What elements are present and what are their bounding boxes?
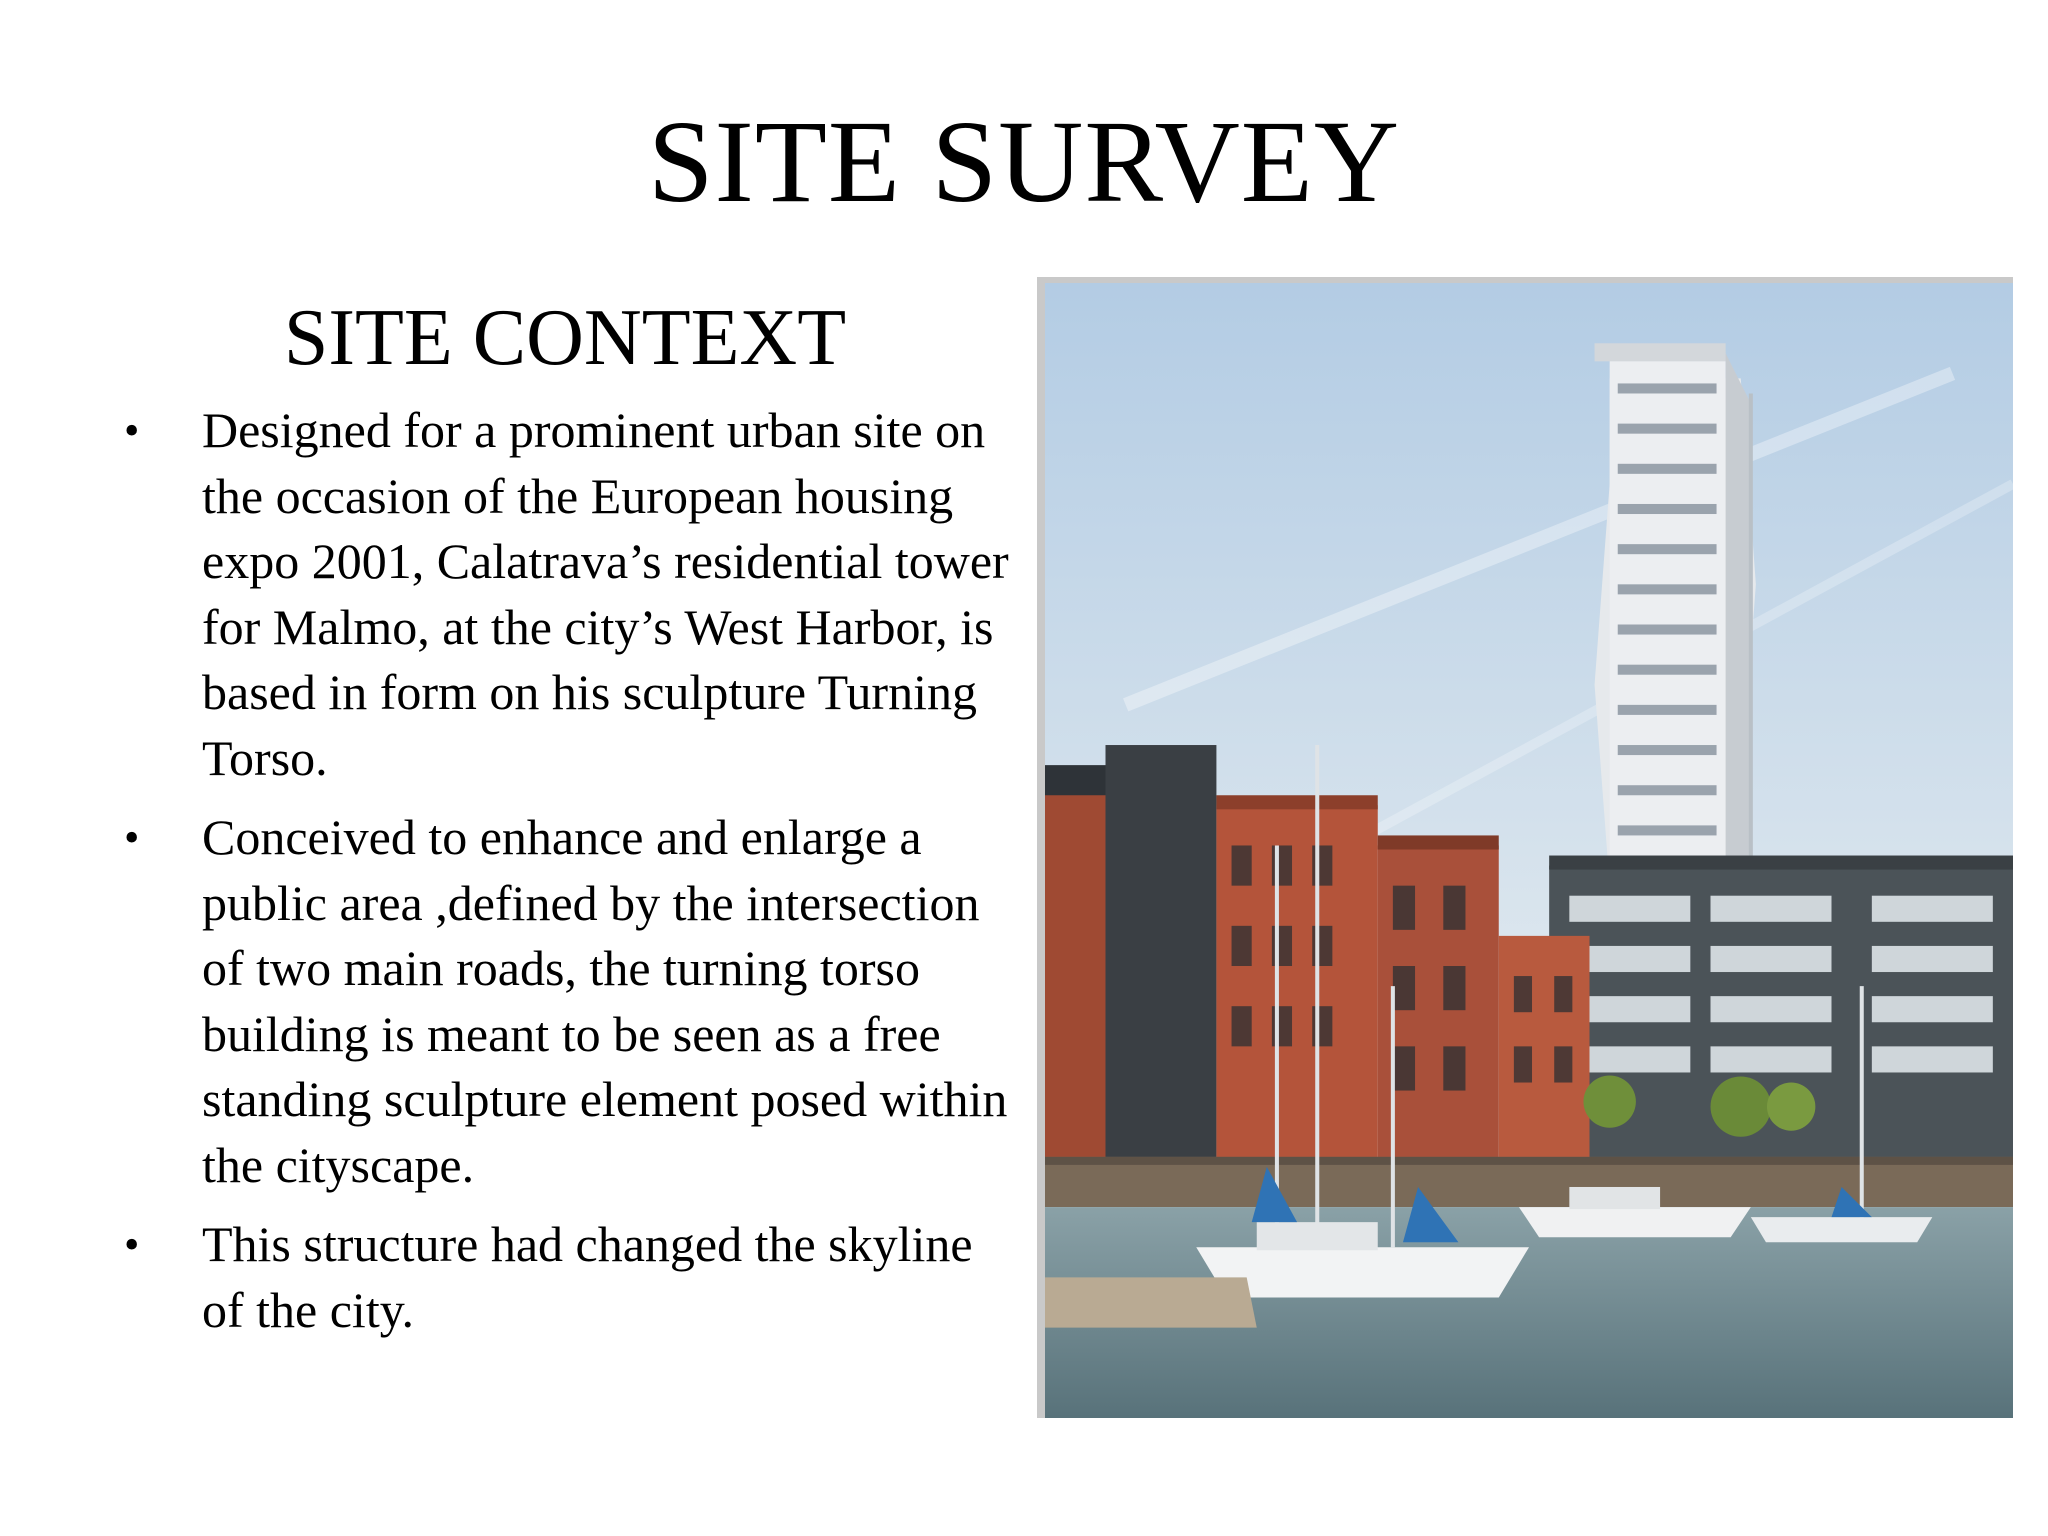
bullet-item (110, 1212, 1020, 1343)
bullet-icon: • (124, 406, 140, 455)
bullet-item (110, 398, 1020, 791)
bullet-text: Designed for a prominent urban site on the occasion of the European housing expo 2001, Calatrava’s residential tower for Malmo, at the city’s West Harbor, is based in form on his sculpture Turning Torso. (202, 402, 1009, 786)
tree (1711, 1076, 1772, 1136)
photo-illustration (1045, 283, 2013, 1418)
pier (1045, 1277, 1257, 1327)
bullet-text: Conceived to enhance and enlarge a public area ,defined by the intersection of two main roads, the turning torso building is meant to be seen as a free standing sculpture element posed within the cityscape. (202, 809, 1008, 1193)
section-subtitle: SITE CONTEXT (283, 294, 847, 382)
bullet-text: This structure had changed the skyline of the city. (202, 1216, 973, 1338)
tree (1767, 1083, 1815, 1131)
tree (1583, 1075, 1635, 1127)
harbor-photo (1037, 277, 2013, 1418)
bullet-icon: • (124, 1220, 140, 1269)
bullet-icon: • (124, 813, 140, 862)
slide-title: SITE SURVEY (647, 96, 1401, 227)
bullet-list (110, 398, 1020, 1357)
bullet-item (110, 805, 1020, 1198)
